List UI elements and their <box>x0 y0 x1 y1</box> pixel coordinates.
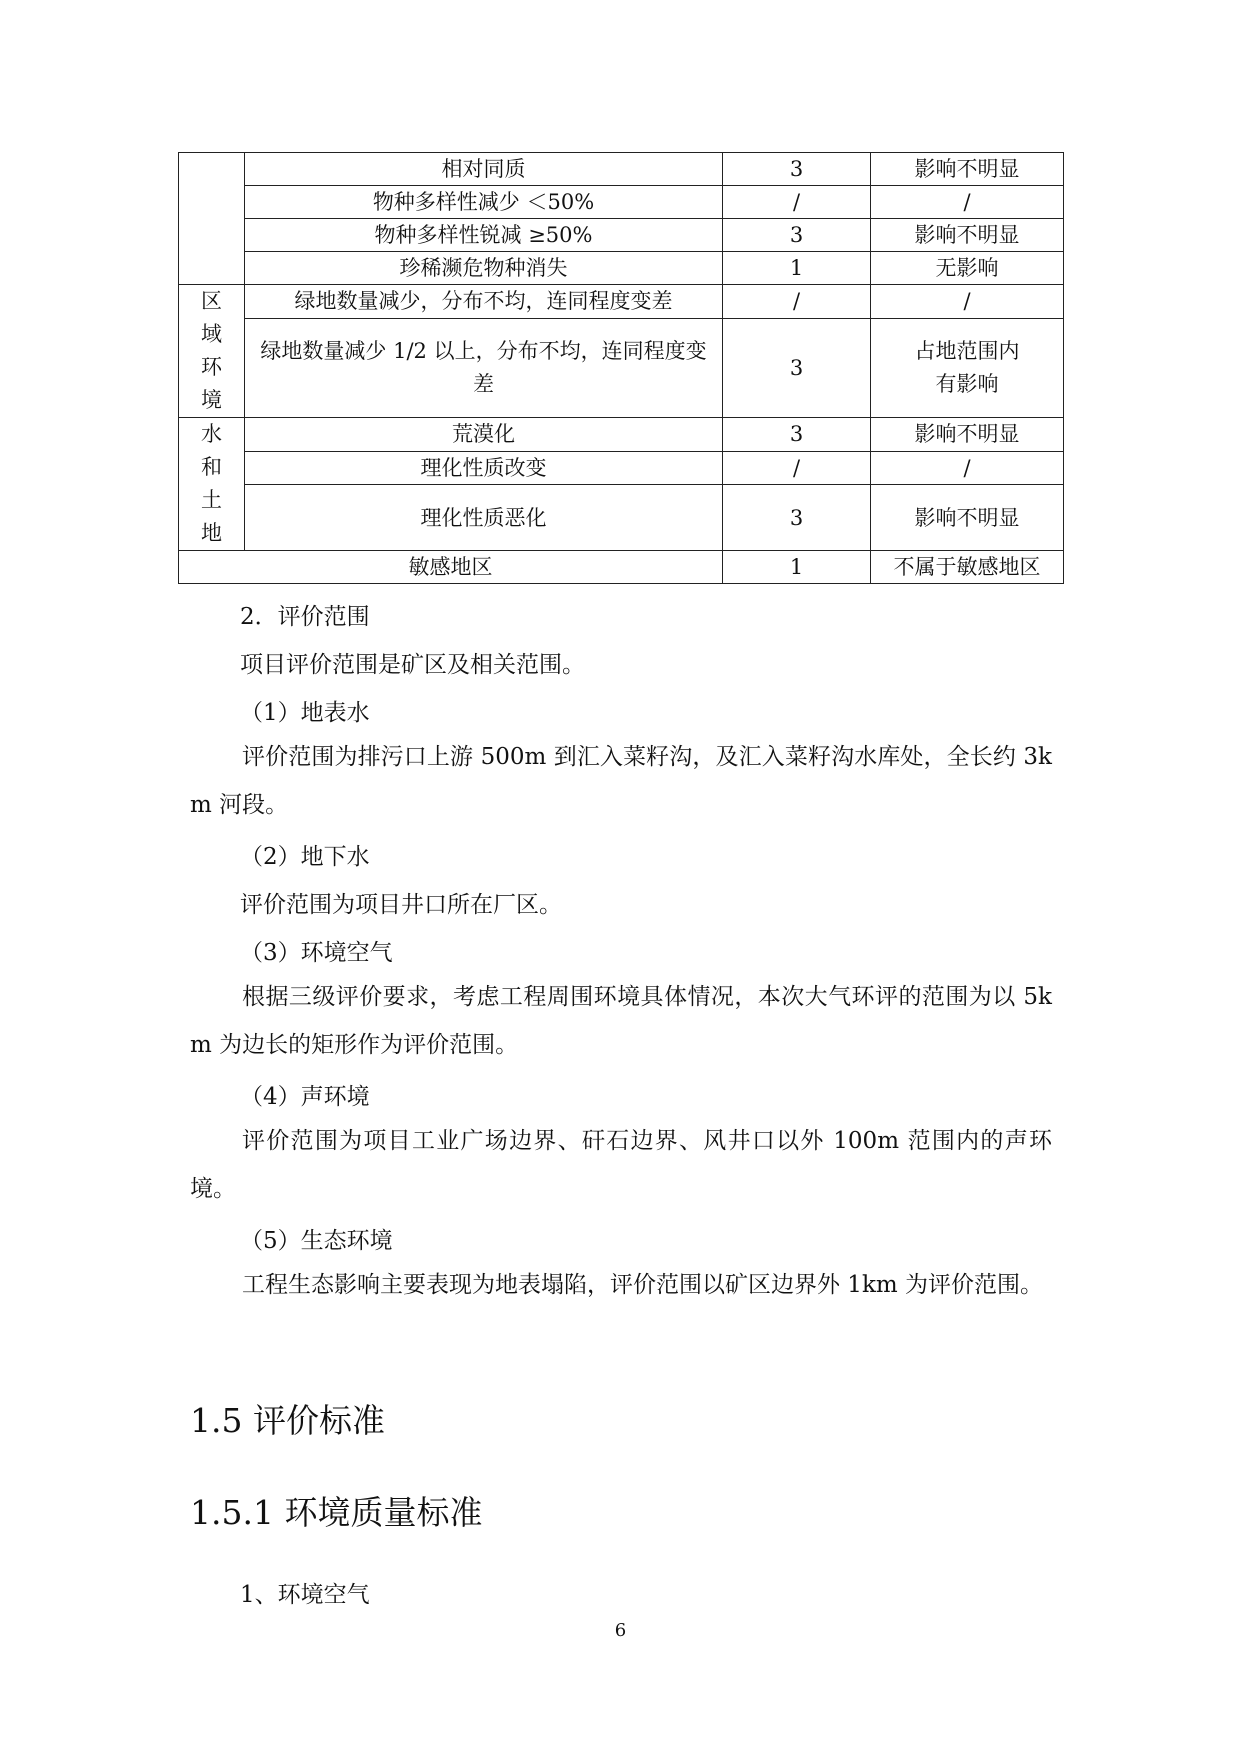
table-row <box>179 186 1064 219</box>
table-row <box>179 219 1064 252</box>
category-char: 和 <box>201 455 222 479</box>
table-row <box>179 485 1064 551</box>
score-cell: 3 <box>723 318 871 417</box>
item-air-title: 1、环境空气 <box>240 1582 370 1608</box>
page-number: 6 <box>614 1620 627 1641</box>
category-char: 境 <box>201 388 222 412</box>
category-char: 区 <box>201 289 222 313</box>
result-line: 占地范围内 <box>914 338 1020 363</box>
factor-cell: 绿地数量减少，分布不均，连同程度变差 <box>245 285 723 319</box>
subsection-3-text: 根据三级评价要求，考虑工程周围环境具体情况，本次大气环评的范围为以 5km 为边长的矩形作为评价范围。 <box>190 984 1052 1058</box>
score-cell: / <box>723 285 871 319</box>
factor-cell: 物种多样性锐减 ≥50% <box>245 219 723 252</box>
category-char: 土 <box>201 488 222 512</box>
subsection-2-text: 评价范围为项目井口所在厂区。 <box>240 892 562 918</box>
factor-cell: 荒漠化 <box>245 418 723 452</box>
result-cell: 影响不明显 <box>871 485 1064 551</box>
table-row <box>179 451 1064 485</box>
result-cell: / <box>871 451 1064 485</box>
factor-cell: 理化性质恶化 <box>245 485 723 551</box>
result-cell <box>871 318 1064 417</box>
score-cell: 1 <box>723 551 871 584</box>
factor-cell: 相对同质 <box>245 153 723 186</box>
category-char: 水 <box>201 422 222 446</box>
category-cell-water-and-land <box>179 418 245 551</box>
category-cell-regional-environment <box>179 285 245 418</box>
item-2-text: 项目评价范围是矿区及相关范围。 <box>240 652 585 678</box>
factor-cell: 理化性质改变 <box>245 451 723 485</box>
table-row <box>179 285 1064 319</box>
result-cell: 影响不明显 <box>871 153 1064 186</box>
heading-1-5-1: 1.5.1 环境质量标准 <box>190 1493 483 1532</box>
result-cell: 影响不明显 <box>871 219 1064 252</box>
subsection-1-title: （1）地表水 <box>240 700 370 726</box>
assessment-table <box>178 152 1064 584</box>
table-row <box>179 551 1064 584</box>
heading-1-5: 1.5 评价标准 <box>190 1401 385 1440</box>
result-cell: 影响不明显 <box>871 418 1064 452</box>
table-row <box>179 418 1064 452</box>
score-cell: 3 <box>723 485 871 551</box>
table-row <box>179 153 1064 186</box>
category-cell-empty <box>179 153 245 285</box>
factor-cell: 绿地数量减少 1/2 以上，分布不均，连同程度变差 <box>245 318 723 417</box>
category-char: 域 <box>201 322 222 346</box>
subsection-4-text: 评价范围为项目工业广场边界、矸石边界、风井口以外 100m 范围内的声环境。 <box>190 1128 1052 1202</box>
table-row <box>179 318 1064 417</box>
item-2-title: 2．评价范围 <box>240 604 370 630</box>
category-char: 环 <box>201 355 222 379</box>
score-cell: 3 <box>723 153 871 186</box>
result-cell: 无影响 <box>871 252 1064 285</box>
result-cell: / <box>871 285 1064 319</box>
score-cell: / <box>723 186 871 219</box>
subsection-2-title: （2）地下水 <box>240 844 370 870</box>
score-cell: 1 <box>723 252 871 285</box>
factor-cell: 敏感地区 <box>179 551 723 584</box>
category-char: 地 <box>201 521 222 545</box>
subsection-5-text: 工程生态影响主要表现为地表塌陷，评价范围以矿区边界外 1km 为评价范围。 <box>242 1272 1044 1298</box>
table-row <box>179 252 1064 285</box>
score-cell: / <box>723 451 871 485</box>
score-cell: 3 <box>723 418 871 452</box>
score-cell: 3 <box>723 219 871 252</box>
result-line: 有影响 <box>935 371 999 396</box>
subsection-1-text: 评价范围为排污口上游 500m 到汇入菜籽沟，及汇入菜籽沟水库处，全长约 3km 河段。 <box>190 744 1052 818</box>
factor-cell: 珍稀濒危物种消失 <box>245 252 723 285</box>
factor-cell: 物种多样性减少 ＜50% <box>245 186 723 219</box>
subsection-4-title: （4）声环境 <box>240 1084 370 1110</box>
result-cell: / <box>871 186 1064 219</box>
result-cell: 不属于敏感地区 <box>871 551 1064 584</box>
subsection-3-title: （3）环境空气 <box>240 940 393 966</box>
subsection-5-title: （5）生态环境 <box>240 1228 393 1254</box>
